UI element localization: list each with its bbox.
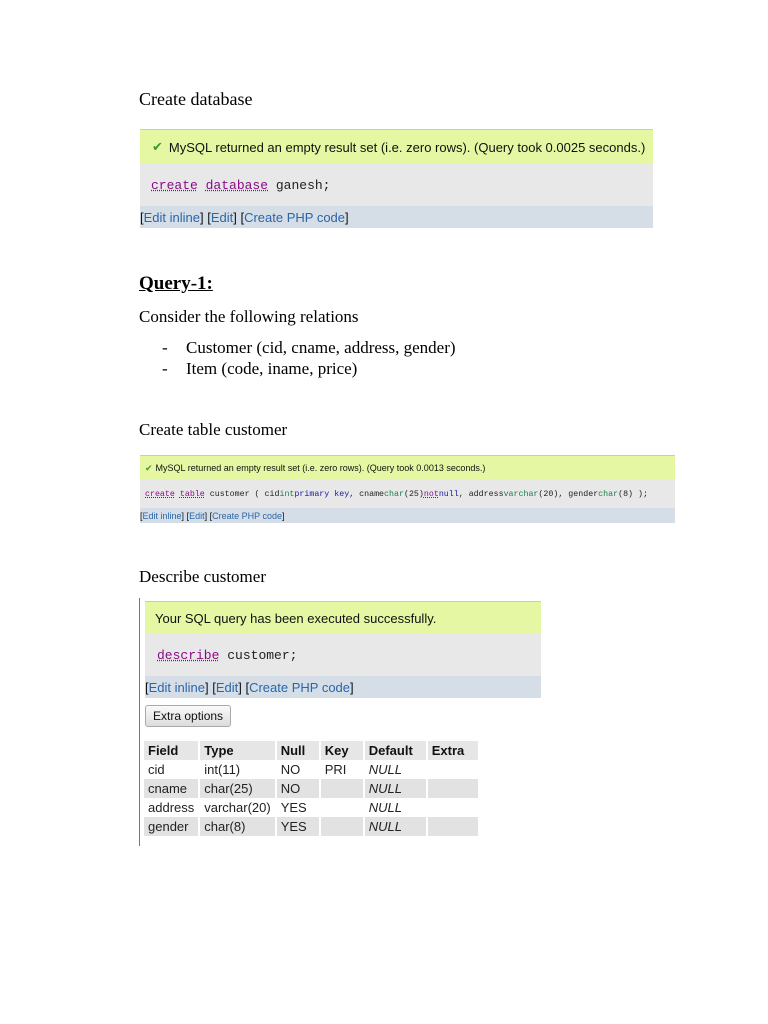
table-cell: char(8) (199, 817, 275, 836)
table-cell: YES (276, 798, 320, 817)
query-links-bar (145, 676, 541, 698)
sql-query (140, 480, 675, 508)
extra-options-button[interactable]: Extra options (145, 705, 231, 727)
table-row (144, 760, 479, 779)
sql-text: customer ( cid (209, 489, 280, 499)
sql-query (145, 634, 541, 676)
bracket: ] (350, 679, 354, 695)
success-message (145, 601, 541, 634)
bracket: [ (145, 679, 149, 695)
sql-type: char (598, 489, 619, 499)
sql-keyword: create (151, 177, 198, 193)
column-header[interactable]: Default (364, 741, 427, 760)
create-table-result-panel (140, 455, 675, 523)
sql-text: , address (458, 489, 504, 499)
create-php-code-link[interactable]: Create PHP code (249, 679, 351, 695)
create-php-code-link[interactable]: Create PHP code (212, 510, 282, 521)
table-cell: NO (276, 779, 320, 798)
table-cell: cid (144, 760, 199, 779)
create-database-result-panel (140, 129, 653, 228)
bracket: [ (140, 209, 144, 225)
bracket: ] [ (200, 209, 211, 225)
success-text: MySQL returned an empty result set (i.e. zero rows). (Query took 0.0025 seconds.) (168, 139, 646, 155)
edit-inline-link[interactable]: Edit inline (142, 510, 182, 521)
table-cell: cname (144, 779, 199, 798)
check-icon: ✔ (145, 462, 153, 473)
table-cell: NO (276, 760, 320, 779)
describe-table (144, 741, 480, 836)
table-row (144, 817, 479, 836)
column-header[interactable]: Extra (427, 741, 479, 760)
table-cell (427, 779, 479, 798)
bracket: ] (345, 209, 349, 225)
sql-keyword: create (145, 489, 175, 499)
edit-link[interactable]: Edit (189, 510, 205, 521)
table-cell: varchar(20) (199, 798, 275, 817)
edit-inline-link[interactable]: Edit inline (143, 209, 200, 225)
table-cell: NULL (364, 798, 427, 817)
table-cell (427, 817, 479, 836)
table-row (144, 798, 479, 817)
sql-type: int (279, 489, 295, 499)
column-header[interactable]: Key (320, 741, 364, 760)
sql-keyword: database (205, 177, 269, 193)
bracket: ] [ (204, 510, 213, 521)
sql-keyword: null (438, 489, 459, 499)
sql-text: , cname (349, 489, 385, 499)
table-cell: gender (144, 817, 199, 836)
bracket: [ (140, 510, 143, 521)
table-cell (427, 798, 479, 817)
bracket: ] (281, 510, 285, 521)
bracket: ] [ (238, 679, 250, 695)
table-cell: address (144, 798, 199, 817)
success-message (140, 129, 653, 164)
table-header-row (144, 741, 479, 760)
sql-keyword: describe (157, 647, 220, 663)
sql-keyword: not (423, 489, 439, 499)
table-cell (320, 798, 364, 817)
edit-link[interactable]: Edit (210, 209, 234, 225)
table-cell: NULL (364, 779, 427, 798)
table-cell: char(25) (199, 779, 275, 798)
describe-heading: Describe customer (139, 567, 266, 586)
bracket: ] [ (205, 679, 216, 695)
sql-query (140, 164, 653, 206)
list-item (162, 338, 456, 358)
list-dash: - (162, 359, 168, 378)
query-links-bar (140, 206, 653, 228)
sql-type: char (384, 489, 404, 499)
table-cell: YES (276, 817, 320, 836)
table-cell: NULL (364, 817, 427, 836)
query-intro: Consider the following relations (139, 307, 359, 326)
table-cell (320, 779, 364, 798)
column-header[interactable]: Null (276, 741, 320, 760)
create-database-heading: Create database (139, 89, 253, 109)
list-item (162, 359, 357, 379)
check-icon: ✔ (152, 139, 163, 154)
success-message (140, 455, 675, 480)
sql-keyword: table (179, 489, 205, 499)
bracket: ] [ (181, 510, 190, 521)
create-php-code-link[interactable]: Create PHP code (244, 209, 346, 225)
table-cell (320, 817, 364, 836)
list-item-text: Item (code, iname, price) (186, 359, 358, 378)
list-item-text: Customer (cid, cname, address, gender) (186, 338, 456, 357)
sql-text: customer; (227, 647, 298, 663)
sql-text: (8) ); (618, 489, 648, 499)
describe-result-panel (145, 601, 541, 698)
table-cell: int(11) (199, 760, 275, 779)
sql-keyword: primary key (294, 489, 350, 499)
success-text: MySQL returned an empty result set (i.e. zero rows). (Query took 0.0013 seconds.) (155, 463, 486, 473)
query-links-bar (140, 508, 675, 523)
table-row (144, 779, 479, 798)
success-text: Your SQL query has been executed successfully. (155, 610, 437, 626)
sql-text: (20), gender (538, 489, 599, 499)
screenshot-edge (139, 598, 140, 846)
column-header[interactable]: Field (144, 741, 199, 760)
edit-link[interactable]: Edit (215, 679, 239, 695)
list-dash: - (162, 338, 168, 357)
create-table-heading: Create table customer (139, 420, 288, 439)
edit-inline-link[interactable]: Edit inline (148, 679, 205, 695)
query-title: Query-1: (139, 273, 213, 294)
sql-type: varchar (503, 489, 539, 499)
table-cell (427, 760, 479, 779)
column-header[interactable]: Type (199, 741, 275, 760)
sql-text: (25) (403, 489, 424, 499)
bracket: ] [ (233, 209, 245, 225)
table-cell: PRI (320, 760, 364, 779)
table-cell: NULL (364, 760, 427, 779)
sql-text: ganesh; (275, 177, 331, 193)
